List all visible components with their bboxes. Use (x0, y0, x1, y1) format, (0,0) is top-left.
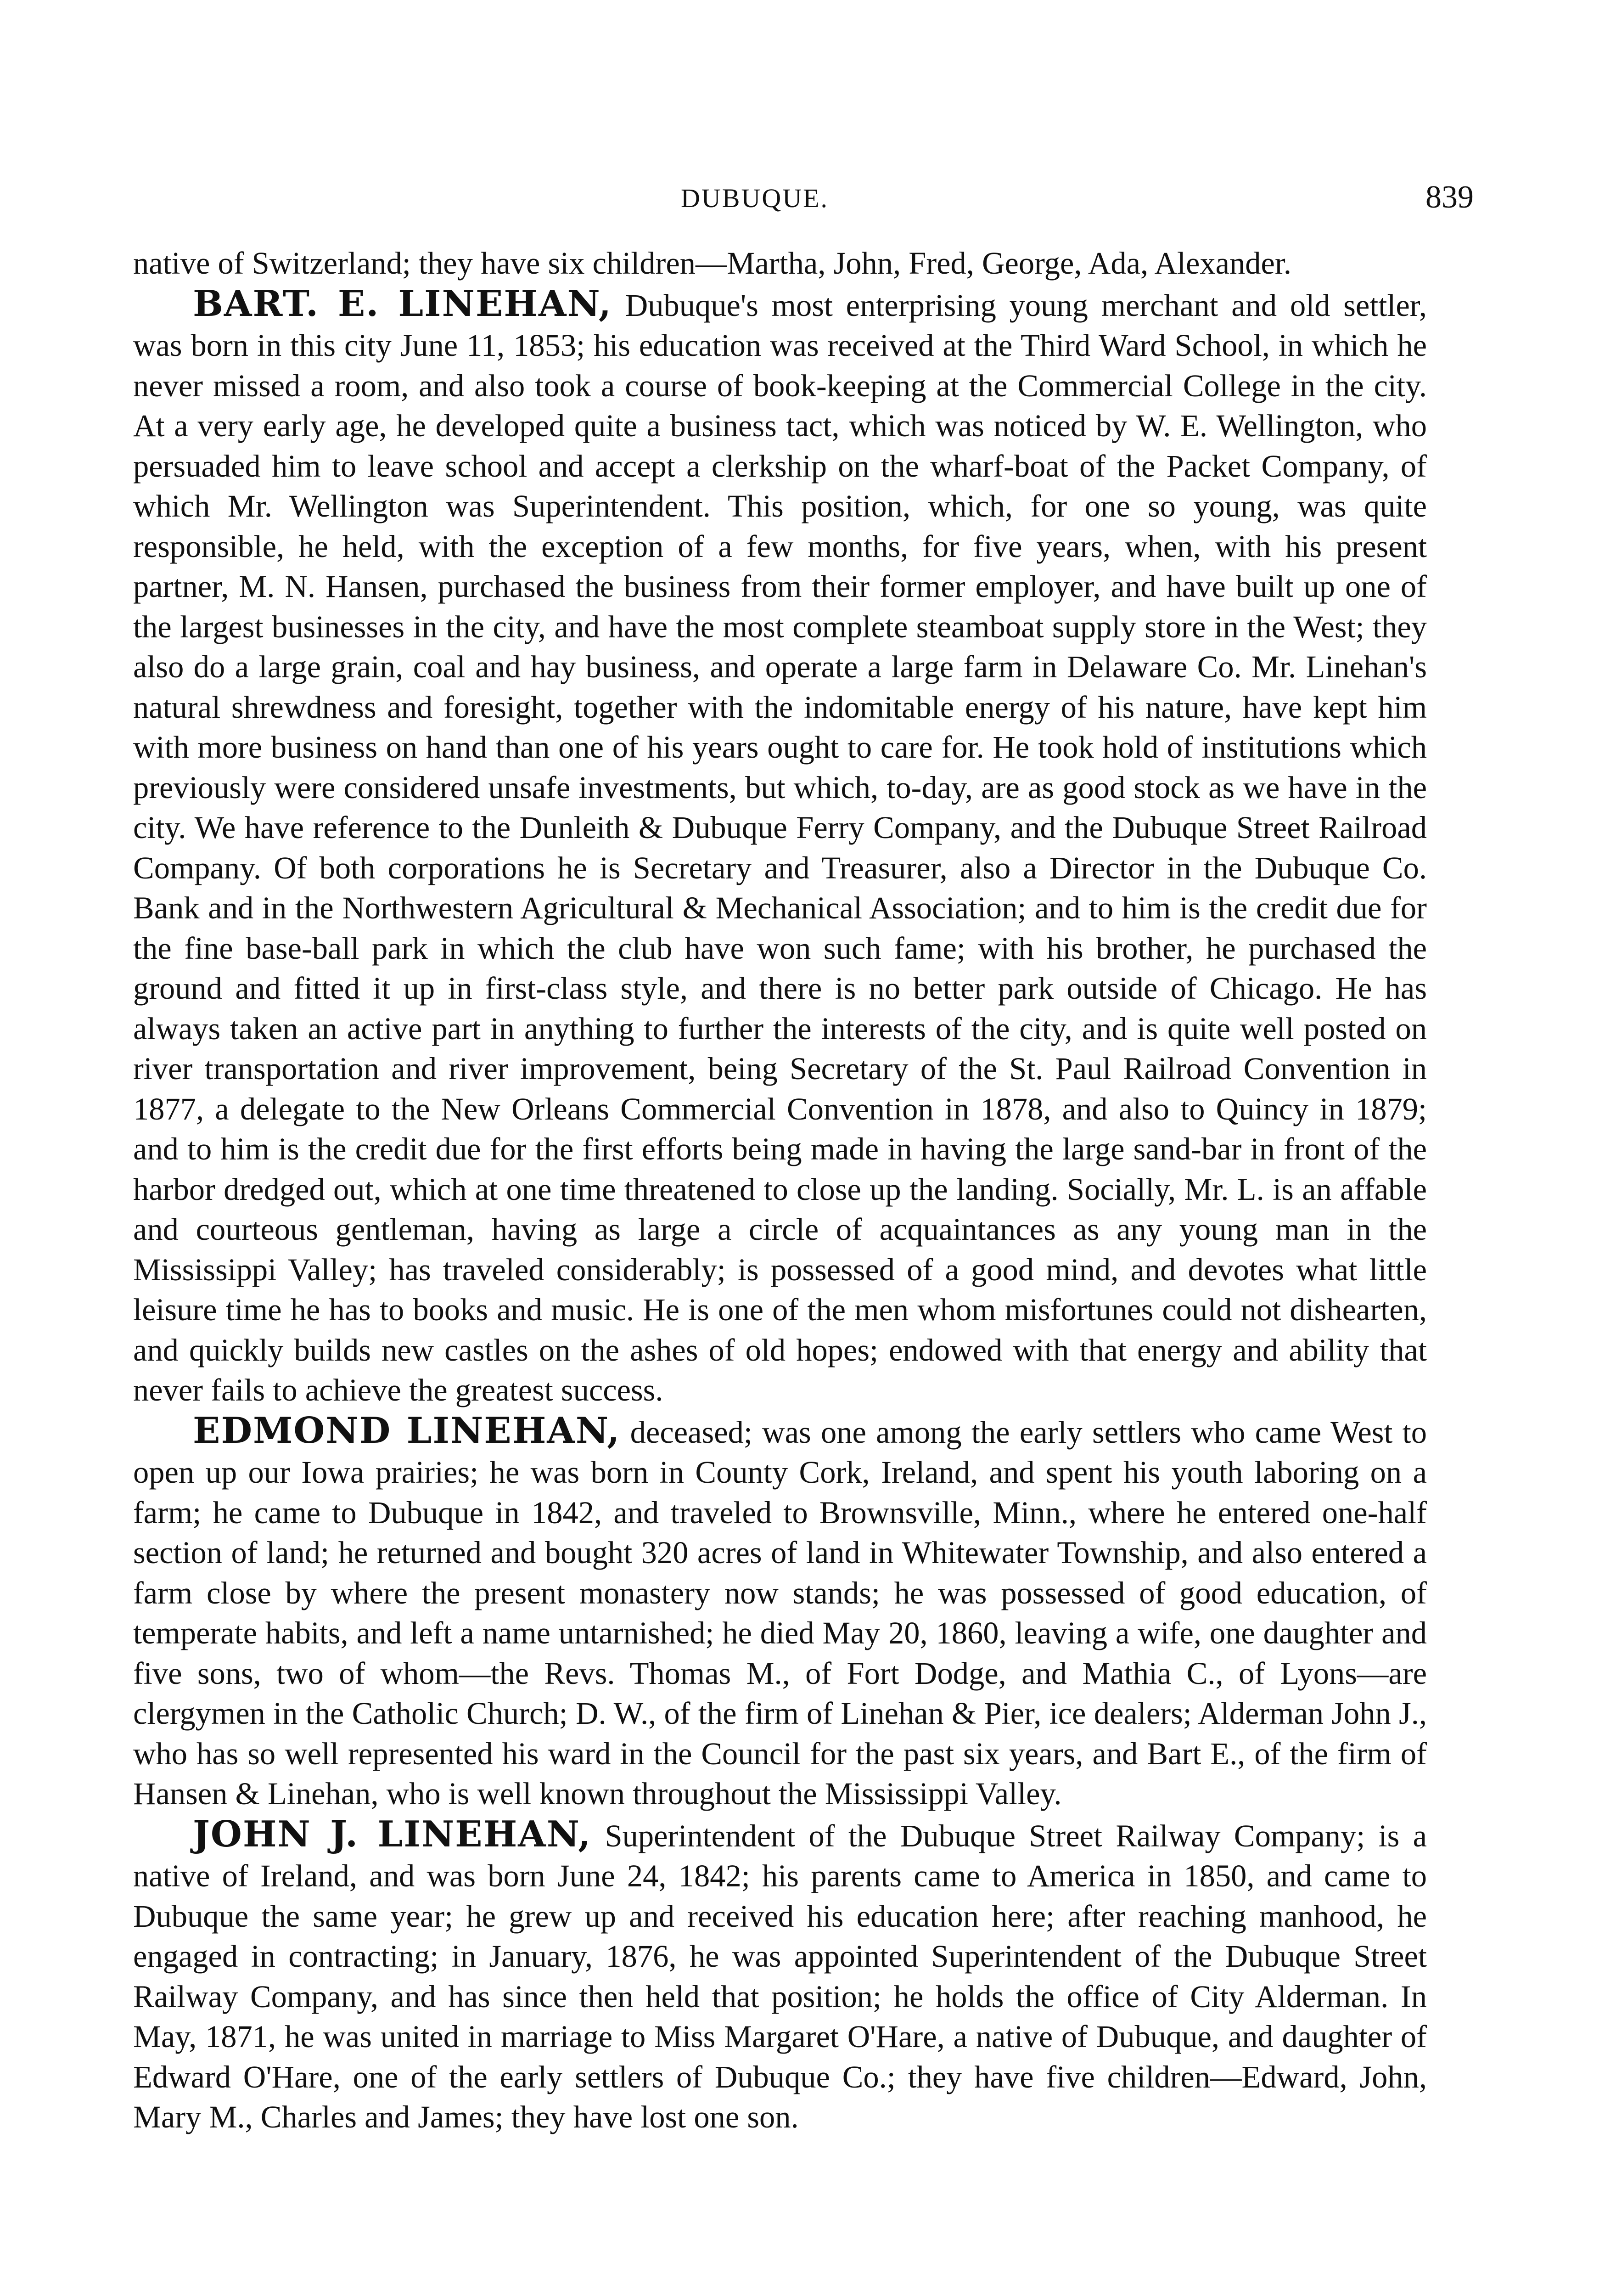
biography-john-j-linehan (133, 1814, 1427, 2138)
biography-name: JOHN J. LINEHAN, (193, 1813, 592, 1855)
biography-bart-e-linehan (133, 284, 1427, 1411)
page-number: 839 (1425, 180, 1474, 215)
biography-name: BART. E. LINEHAN, (193, 282, 612, 325)
paragraph-text: native of Switzerland; they have six children—Martha, John, Fred, George, Ada, Alexander. (133, 246, 1292, 281)
paragraph-continuation (133, 243, 1427, 284)
biography-name: EDMOND LINEHAN, (193, 1409, 621, 1452)
body-text (133, 243, 1427, 2138)
biography-text: deceased; was one among the early settlers who came West to open up our Iowa prairies; he was born in County Cork, Ireland, and spent his youth laboring on a farm; he came to Dubuque in 1842, and traveled to Brownsville, Minn., where he entered one-half section of land; he returned and bought 320 acres of land in Whitewater Township, and also entered a farm close by where the present monastery now stands; he was possessed of good education, of temperate habits, and left a name untarnished; he died May 20, 1860, leaving a wife, one daughter and five sons, two of whom—the Revs. Thomas M., of Fort Dodge, and Mathia C., of Lyons—are clergymen in the Catholic Church; D. W., of the firm of Linehan & Pier, ice dealers; Alderman John J., who has so well represented his ward in the Council for the past six years, and Bart E., of the firm of Hansen & Linehan, who is well known throughout the Mississippi Valley. (133, 1414, 1427, 1811)
biography-edmond-linehan (133, 1411, 1427, 1814)
biography-text: Dubuque's most enterprising young merchant and old settler, was born in this city June 11, 1853; his education was received at the Third Ward School, in which he never missed a room, and also took a course of book-keeping at the Commercial College in the city. At a very early age, he developed quite a business tact, which was noticed by W. E. Wellington, who persuaded him to leave school and accept a clerkship on the wharf-boat of the Packet Company, of which Mr. Wellington was Superintendent. This position, which, for one so young, was quite responsible, he held, with the exception of a few months, for five years, when, with his present partner, M. N. Hansen, purchased the business from their former employer, and have built up one of the largest businesses in the city, and have the most complete steamboat supply store in the West; they also do a large grain, coal and hay business, and operate a large farm in Delaware Co. Mr. Linehan's natural shrewdness and foresight, together with the indomitable energy of his nature, have kept him with more business on hand than one of his years ought to care for. He took hold of institutions which previously were considered unsafe investments, but which, to-day, are as good stock as we have in the city. We have reference to the Dunleith & Dubuque Ferry Company, and the Dubuque Street Railroad Company. Of both corporations he is Secretary and Treasurer, also a Director in the Dubuque Co. Bank and in the Northwestern Agricultural & Mechanical Association; and to him is the credit due for the fine base-ball park in which the club have won such fame; with his brother, he purchased the ground and fitted it up in first-class style, and there is no better park outside of Chicago. He has always taken an active part in anything to further the interests of the city, and is quite well posted on river transportation and river improvement, being Secretary of the St. Paul Railroad Convention in 1877, a delegate to the New Orleans Commercial Convention in 1878, and also to Quincy in 1879; and to him is the credit due for the first efforts being made in having the large sand-bar in front of the harbor dredged out, which at one time threatened to close up the landing. Socially, Mr. L. is an affable and courteous gentleman, having as large a circle of acquaintances as any young man in the Mississippi Valley; has traveled considerably; is possessed of a good mind, and devotes what little leisure time he has to books and music. He is one of the men whom misfortunes could not dishearten, and quickly builds new castles on the ashes of old hopes; endowed with that energy and ability that never fails to achieve the greatest success. (133, 287, 1427, 1407)
biography-text: Superintendent of the Dubuque Street Railway Company; is a native of Ireland, and was born June 24, 1842; his parents came to America in 1850, and came to Dubuque the same year; he grew up and received his education here; after reaching manhood, he engaged in contracting; in January, 1876, he was appointed Superintendent of the Dubuque Street Railway Company, and has since then held that position; he holds the office of City Alderman. In May, 1871, he was united in marriage to Miss Margaret O'Hare, a native of Dubuque, and daughter of Edward O'Hare, one of the early settlers of Dubuque Co.; they have five children—Edward, John, Mary M., Charles and James; they have lost one son. (133, 1818, 1427, 2134)
running-head: DUBUQUE. (681, 183, 829, 213)
